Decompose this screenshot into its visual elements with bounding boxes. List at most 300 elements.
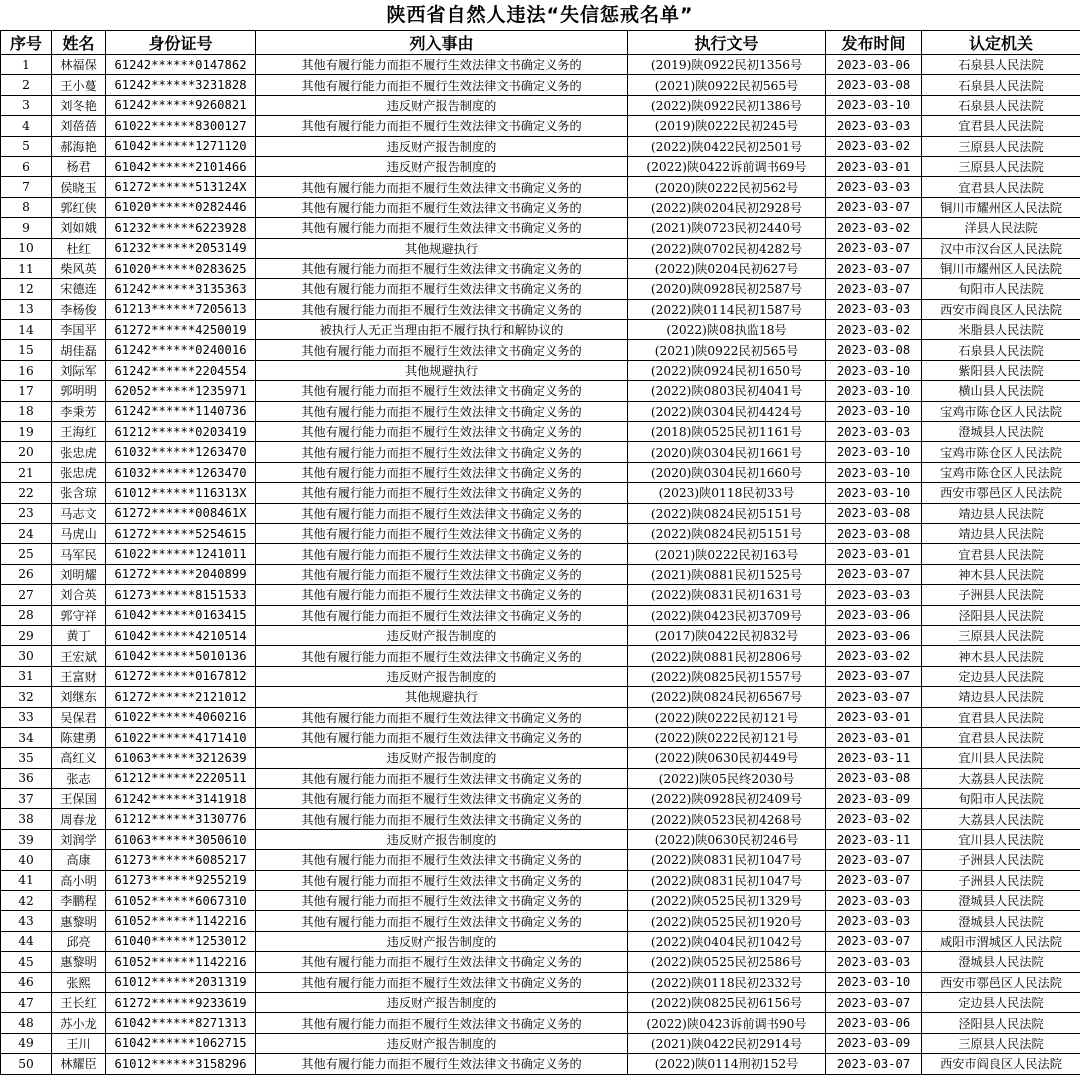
reason-cell: 违反财产报告制度的 [256, 1033, 628, 1053]
header-reason: 列入事由 [256, 31, 628, 55]
document-number-cell: (2022)陕0924民初1650号 [628, 360, 826, 380]
table-row [1, 503, 1080, 523]
name-cell: 刘际军 [52, 360, 106, 380]
id-number-cell: 61242******3135363 [106, 279, 256, 299]
document-number-cell: (2020)陕0928民初2587号 [628, 279, 826, 299]
reason-cell: 其他有履行能力而拒不履行生效法律文书确定义务的 [256, 381, 628, 401]
reason-cell: 其他规避执行 [256, 238, 628, 258]
name-cell: 杨君 [52, 156, 106, 176]
publish-date-cell: 2023-03-10 [826, 972, 922, 992]
document-number-cell: (2022)陕0702民初4282号 [628, 238, 826, 258]
publish-date-cell: 2023-03-07 [826, 870, 922, 890]
table-row [1, 218, 1080, 238]
table-row [1, 75, 1080, 95]
reason-cell: 其他有履行能力而拒不履行生效法律文书确定义务的 [256, 707, 628, 727]
seq-cell: 26 [1, 564, 52, 584]
seq-cell: 10 [1, 238, 52, 258]
seq-cell: 34 [1, 727, 52, 747]
seq-cell: 41 [1, 870, 52, 890]
id-number-cell: 61042******8271313 [106, 1013, 256, 1033]
document-number-cell: (2022)陕0824民初5151号 [628, 523, 826, 543]
name-cell: 高红义 [52, 748, 106, 768]
court-cell: 大荔县人民法院 [922, 768, 1080, 788]
name-cell: 张含琼 [52, 483, 106, 503]
court-cell: 汉中市汉台区人民法院 [922, 238, 1080, 258]
court-cell: 澄城县人民法院 [922, 422, 1080, 442]
table-row [1, 789, 1080, 809]
court-cell: 宝鸡市陈仓区人民法院 [922, 462, 1080, 482]
name-cell: 邱亮 [52, 931, 106, 951]
court-cell: 泾阳县人民法院 [922, 605, 1080, 625]
court-cell: 三原县人民法院 [922, 136, 1080, 156]
name-cell: 胡佳磊 [52, 340, 106, 360]
court-cell: 宜君县人民法院 [922, 177, 1080, 197]
document-number-cell: (2021)陕0422民初2914号 [628, 1033, 826, 1053]
reason-cell: 其他有履行能力而拒不履行生效法律文书确定义务的 [256, 564, 628, 584]
table-row [1, 605, 1080, 625]
table-row [1, 870, 1080, 890]
table-row [1, 401, 1080, 421]
name-cell: 刘明耀 [52, 564, 106, 584]
table-row [1, 972, 1080, 992]
publish-date-cell: 2023-03-01 [826, 544, 922, 564]
table-row [1, 136, 1080, 156]
document-number-cell: (2022)陕0304民初4424号 [628, 401, 826, 421]
name-cell: 张志 [52, 768, 106, 788]
table-row [1, 992, 1080, 1012]
id-number-cell: 61273******8151533 [106, 585, 256, 605]
publish-date-cell: 2023-03-10 [826, 360, 922, 380]
table-row [1, 1013, 1080, 1033]
document-number-cell: (2021)陕0881民初1525号 [628, 564, 826, 584]
document-number-cell: (2022)陕0824民初6567号 [628, 687, 826, 707]
reason-cell: 其他有履行能力而拒不履行生效法律文书确定义务的 [256, 401, 628, 421]
table-row [1, 340, 1080, 360]
table-row [1, 891, 1080, 911]
name-cell: 王保国 [52, 789, 106, 809]
name-cell: 周春龙 [52, 809, 106, 829]
name-cell: 刘合英 [52, 585, 106, 605]
seq-cell: 2 [1, 75, 52, 95]
reason-cell: 其他有履行能力而拒不履行生效法律文书确定义务的 [256, 523, 628, 543]
id-number-cell: 61012******2031319 [106, 972, 256, 992]
table-row [1, 95, 1080, 115]
reason-cell: 其他有履行能力而拒不履行生效法律文书确定义务的 [256, 870, 628, 890]
id-number-cell: 61242******0240016 [106, 340, 256, 360]
header-name: 姓名 [52, 31, 106, 55]
court-cell: 三原县人民法院 [922, 1033, 1080, 1053]
seq-cell: 20 [1, 442, 52, 462]
reason-cell: 违反财产报告制度的 [256, 95, 628, 115]
document-number-cell: (2022)陕0222民初121号 [628, 707, 826, 727]
court-cell: 铜川市耀州区人民法院 [922, 258, 1080, 278]
name-cell: 刘冬艳 [52, 95, 106, 115]
reason-cell: 其他有履行能力而拒不履行生效法律文书确定义务的 [256, 891, 628, 911]
id-number-cell: 61042******1271120 [106, 136, 256, 156]
seq-cell: 31 [1, 666, 52, 686]
seq-cell: 16 [1, 360, 52, 380]
id-number-cell: 61242******9260821 [106, 95, 256, 115]
publish-date-cell: 2023-03-01 [826, 727, 922, 747]
name-cell: 陈建勇 [52, 727, 106, 747]
table-row [1, 646, 1080, 666]
publish-date-cell: 2023-03-07 [826, 687, 922, 707]
document-number-cell: (2017)陕0422民初832号 [628, 625, 826, 645]
publish-date-cell: 2023-03-10 [826, 462, 922, 482]
table-row [1, 422, 1080, 442]
seq-cell: 4 [1, 116, 52, 136]
publish-date-cell: 2023-03-07 [826, 850, 922, 870]
name-cell: 林福保 [52, 55, 106, 75]
name-cell: 高康 [52, 850, 106, 870]
name-cell: 宋德连 [52, 279, 106, 299]
seq-cell: 37 [1, 789, 52, 809]
reason-cell: 其他有履行能力而拒不履行生效法律文书确定义务的 [256, 177, 628, 197]
publish-date-cell: 2023-03-03 [826, 422, 922, 442]
reason-cell: 其他有履行能力而拒不履行生效法律文书确定义务的 [256, 1013, 628, 1033]
seq-cell: 21 [1, 462, 52, 482]
id-number-cell: 61273******9255219 [106, 870, 256, 890]
id-number-cell: 61232******6223928 [106, 218, 256, 238]
document-number-cell: (2022)陕0404民初1042号 [628, 931, 826, 951]
court-cell: 宜君县人民法院 [922, 707, 1080, 727]
document-number-cell: (2021)陕0922民初565号 [628, 75, 826, 95]
reason-cell: 其他有履行能力而拒不履行生效法律文书确定义务的 [256, 585, 628, 605]
id-number-cell: 61012******116313X [106, 483, 256, 503]
court-cell: 靖边县人民法院 [922, 687, 1080, 707]
name-cell: 柴风英 [52, 258, 106, 278]
court-cell: 三原县人民法院 [922, 156, 1080, 176]
court-cell: 西安市阎良区人民法院 [922, 1054, 1080, 1074]
document-number-cell: (2022)陕0803民初4041号 [628, 381, 826, 401]
reason-cell: 其他有履行能力而拒不履行生效法律文书确定义务的 [256, 646, 628, 666]
publish-date-cell: 2023-03-11 [826, 829, 922, 849]
name-cell: 黄丁 [52, 625, 106, 645]
reason-cell: 其他有履行能力而拒不履行生效法律文书确定义务的 [256, 544, 628, 564]
id-number-cell: 61273******6085217 [106, 850, 256, 870]
publish-date-cell: 2023-03-03 [826, 116, 922, 136]
court-cell: 大荔县人民法院 [922, 809, 1080, 829]
reason-cell: 违反财产报告制度的 [256, 829, 628, 849]
table-row [1, 156, 1080, 176]
table-row [1, 116, 1080, 136]
name-cell: 苏小龙 [52, 1013, 106, 1033]
court-cell: 米脂县人民法院 [922, 320, 1080, 340]
publish-date-cell: 2023-03-07 [826, 992, 922, 1012]
document-number-cell: (2022)陕0825民初6156号 [628, 992, 826, 1012]
name-cell: 刘继东 [52, 687, 106, 707]
reason-cell: 违反财产报告制度的 [256, 156, 628, 176]
name-cell: 李鹏程 [52, 891, 106, 911]
id-number-cell: 61242******1140736 [106, 401, 256, 421]
id-number-cell: 61020******0283625 [106, 258, 256, 278]
seq-cell: 39 [1, 829, 52, 849]
court-cell: 旬阳市人民法院 [922, 789, 1080, 809]
reason-cell: 其他有履行能力而拒不履行生效法律文书确定义务的 [256, 952, 628, 972]
document-number-cell: (2019)陕0222民初245号 [628, 116, 826, 136]
id-number-cell: 61042******5010136 [106, 646, 256, 666]
seq-cell: 17 [1, 381, 52, 401]
reason-cell: 违反财产报告制度的 [256, 666, 628, 686]
court-cell: 宝鸡市陈仓区人民法院 [922, 442, 1080, 462]
table-row [1, 320, 1080, 340]
reason-cell: 其他有履行能力而拒不履行生效法律文书确定义务的 [256, 55, 628, 75]
reason-cell: 其他有履行能力而拒不履行生效法律文书确定义务的 [256, 727, 628, 747]
seq-cell: 6 [1, 156, 52, 176]
seq-cell: 22 [1, 483, 52, 503]
reason-cell: 违反财产报告制度的 [256, 748, 628, 768]
seq-cell: 43 [1, 911, 52, 931]
publish-date-cell: 2023-03-07 [826, 279, 922, 299]
id-number-cell: 61063******3050610 [106, 829, 256, 849]
name-cell: 张熙 [52, 972, 106, 992]
document-number-cell: (2022)陕0423诉前调书90号 [628, 1013, 826, 1033]
publish-date-cell: 2023-03-03 [826, 952, 922, 972]
seq-cell: 40 [1, 850, 52, 870]
document-number-cell: (2022)陕0831民初1047号 [628, 850, 826, 870]
publish-date-cell: 2023-03-09 [826, 1033, 922, 1053]
document-number-cell: (2019)陕0922民初1356号 [628, 55, 826, 75]
table-row [1, 55, 1080, 75]
publish-date-cell: 2023-03-08 [826, 340, 922, 360]
table-row [1, 381, 1080, 401]
header-row [1, 31, 1080, 55]
id-number-cell: 61063******3212639 [106, 748, 256, 768]
seq-cell: 47 [1, 992, 52, 1012]
court-cell: 三原县人民法院 [922, 625, 1080, 645]
id-number-cell: 61042******2101466 [106, 156, 256, 176]
seq-cell: 24 [1, 523, 52, 543]
publish-date-cell: 2023-03-07 [826, 931, 922, 951]
publish-date-cell: 2023-03-08 [826, 523, 922, 543]
table-row [1, 197, 1080, 217]
table-row [1, 748, 1080, 768]
id-number-cell: 61052******6067310 [106, 891, 256, 911]
court-cell: 宜君县人民法院 [922, 544, 1080, 564]
seq-cell: 23 [1, 503, 52, 523]
court-cell: 子洲县人民法院 [922, 585, 1080, 605]
court-cell: 子洲县人民法院 [922, 870, 1080, 890]
table-row [1, 279, 1080, 299]
reason-cell: 其他有履行能力而拒不履行生效法律文书确定义务的 [256, 422, 628, 442]
court-cell: 洋县人民法院 [922, 218, 1080, 238]
document-number-cell: (2022)陕0204民初627号 [628, 258, 826, 278]
name-cell: 林耀臣 [52, 1054, 106, 1074]
table-row [1, 768, 1080, 788]
document-number-cell: (2021)陕0723民初2440号 [628, 218, 826, 238]
name-cell: 马虎山 [52, 523, 106, 543]
reason-cell: 其他有履行能力而拒不履行生效法律文书确定义务的 [256, 789, 628, 809]
reason-cell: 其他规避执行 [256, 360, 628, 380]
document-number-cell: (2022)陕0881民初2806号 [628, 646, 826, 666]
id-number-cell: 61040******1253012 [106, 931, 256, 951]
reason-cell: 其他有履行能力而拒不履行生效法律文书确定义务的 [256, 605, 628, 625]
court-cell: 靖边县人民法院 [922, 503, 1080, 523]
publish-date-cell: 2023-03-07 [826, 666, 922, 686]
name-cell: 刘蓓蓓 [52, 116, 106, 136]
reason-cell: 其他规避执行 [256, 687, 628, 707]
court-cell: 紫阳县人民法院 [922, 360, 1080, 380]
name-cell: 王川 [52, 1033, 106, 1053]
reason-cell: 其他有履行能力而拒不履行生效法律文书确定义务的 [256, 258, 628, 278]
reason-cell: 其他有履行能力而拒不履行生效法律文书确定义务的 [256, 75, 628, 95]
document-number-cell: (2022)陕0824民初5151号 [628, 503, 826, 523]
header-court: 认定机关 [922, 31, 1080, 55]
id-number-cell: 61052******1142216 [106, 952, 256, 972]
publish-date-cell: 2023-03-01 [826, 707, 922, 727]
publish-date-cell: 2023-03-02 [826, 320, 922, 340]
name-cell: 惠黎明 [52, 952, 106, 972]
name-cell: 郝海艳 [52, 136, 106, 156]
publish-date-cell: 2023-03-01 [826, 156, 922, 176]
name-cell: 王海红 [52, 422, 106, 442]
table-row [1, 544, 1080, 564]
reason-cell: 违反财产报告制度的 [256, 136, 628, 156]
reason-cell: 违反财产报告制度的 [256, 931, 628, 951]
reason-cell: 被执行人无正当理由拒不履行执行和解协议的 [256, 320, 628, 340]
table-row [1, 687, 1080, 707]
id-number-cell: 61020******0282446 [106, 197, 256, 217]
publish-date-cell: 2023-03-07 [826, 1054, 922, 1074]
court-cell: 泾阳县人民法院 [922, 1013, 1080, 1033]
publish-date-cell: 2023-03-07 [826, 258, 922, 278]
publish-date-cell: 2023-03-06 [826, 55, 922, 75]
document-number-cell: (2022)陕0222民初121号 [628, 727, 826, 747]
table-row [1, 360, 1080, 380]
reason-cell: 其他有履行能力而拒不履行生效法律文书确定义务的 [256, 340, 628, 360]
document-number-cell: (2022)陕0422民初2501号 [628, 136, 826, 156]
reason-cell: 其他有履行能力而拒不履行生效法律文书确定义务的 [256, 503, 628, 523]
name-cell: 杜红 [52, 238, 106, 258]
reason-cell: 违反财产报告制度的 [256, 992, 628, 1012]
publish-date-cell: 2023-03-10 [826, 381, 922, 401]
name-cell: 张忠虎 [52, 462, 106, 482]
publish-date-cell: 2023-03-10 [826, 401, 922, 421]
table-row [1, 850, 1080, 870]
seq-cell: 48 [1, 1013, 52, 1033]
publish-date-cell: 2023-03-06 [826, 1013, 922, 1033]
id-number-cell: 61212******2220511 [106, 768, 256, 788]
seq-cell: 49 [1, 1033, 52, 1053]
seq-cell: 19 [1, 422, 52, 442]
publish-date-cell: 2023-03-09 [826, 789, 922, 809]
id-number-cell: 61242******0147862 [106, 55, 256, 75]
table-row [1, 707, 1080, 727]
court-cell: 神木县人民法院 [922, 564, 1080, 584]
name-cell: 马军民 [52, 544, 106, 564]
court-cell: 旬阳市人民法院 [922, 279, 1080, 299]
court-cell: 铜川市耀州区人民法院 [922, 197, 1080, 217]
name-cell: 王长红 [52, 992, 106, 1012]
document-number-cell: (2022)陕0118民初2332号 [628, 972, 826, 992]
name-cell: 李秉芳 [52, 401, 106, 421]
seq-cell: 5 [1, 136, 52, 156]
court-cell: 定边县人民法院 [922, 666, 1080, 686]
header-doc: 执行文号 [628, 31, 826, 55]
seq-cell: 14 [1, 320, 52, 340]
publish-date-cell: 2023-03-03 [826, 299, 922, 319]
publish-date-cell: 2023-03-06 [826, 605, 922, 625]
name-cell: 张忠虎 [52, 442, 106, 462]
id-number-cell: 61032******1263470 [106, 462, 256, 482]
table-row [1, 564, 1080, 584]
reason-cell: 其他有履行能力而拒不履行生效法律文书确定义务的 [256, 218, 628, 238]
table-row [1, 911, 1080, 931]
seq-cell: 11 [1, 258, 52, 278]
publish-date-cell: 2023-03-08 [826, 503, 922, 523]
table-row [1, 258, 1080, 278]
document-number-cell: (2023)陕0118民初33号 [628, 483, 826, 503]
seq-cell: 30 [1, 646, 52, 666]
name-cell: 王小蔓 [52, 75, 106, 95]
blacklist-table [0, 30, 1080, 1075]
id-number-cell: 61272******5254615 [106, 523, 256, 543]
reason-cell: 其他有履行能力而拒不履行生效法律文书确定义务的 [256, 972, 628, 992]
table-row [1, 727, 1080, 747]
document-number-cell: (2020)陕0304民初1661号 [628, 442, 826, 462]
court-cell: 宜川县人民法院 [922, 829, 1080, 849]
publish-date-cell: 2023-03-08 [826, 75, 922, 95]
table-row [1, 462, 1080, 482]
seq-cell: 12 [1, 279, 52, 299]
court-cell: 定边县人民法院 [922, 992, 1080, 1012]
id-number-cell: 61022******4060216 [106, 707, 256, 727]
publish-date-cell: 2023-03-11 [826, 748, 922, 768]
name-cell: 郭明明 [52, 381, 106, 401]
seq-cell: 46 [1, 972, 52, 992]
reason-cell: 其他有履行能力而拒不履行生效法律文书确定义务的 [256, 809, 628, 829]
name-cell: 李杨俊 [52, 299, 106, 319]
court-cell: 子洲县人民法院 [922, 850, 1080, 870]
document-number-cell: (2020)陕0304民初1660号 [628, 462, 826, 482]
publish-date-cell: 2023-03-10 [826, 442, 922, 462]
court-cell: 宜君县人民法院 [922, 727, 1080, 747]
reason-cell: 其他有履行能力而拒不履行生效法律文书确定义务的 [256, 197, 628, 217]
publish-date-cell: 2023-03-08 [826, 768, 922, 788]
name-cell: 高小明 [52, 870, 106, 890]
table-row [1, 483, 1080, 503]
publish-date-cell: 2023-03-03 [826, 891, 922, 911]
table-row [1, 666, 1080, 686]
document-number-cell: (2022)陕08执监18号 [628, 320, 826, 340]
name-cell: 郭红侠 [52, 197, 106, 217]
court-cell: 咸阳市渭城区人民法院 [922, 931, 1080, 951]
publish-date-cell: 2023-03-03 [826, 177, 922, 197]
document-number-cell: (2022)陕0423民初3709号 [628, 605, 826, 625]
court-cell: 靖边县人民法院 [922, 523, 1080, 543]
document-number-cell: (2022)陕0422诉前调书69号 [628, 156, 826, 176]
id-number-cell: 61242******3231828 [106, 75, 256, 95]
seq-cell: 29 [1, 625, 52, 645]
seq-cell: 13 [1, 299, 52, 319]
court-cell: 西安市鄠邑区人民法院 [922, 972, 1080, 992]
publish-date-cell: 2023-03-02 [826, 136, 922, 156]
id-number-cell: 61272******2121012 [106, 687, 256, 707]
reason-cell: 其他有履行能力而拒不履行生效法律文书确定义务的 [256, 279, 628, 299]
table-row [1, 829, 1080, 849]
id-number-cell: 61242******3141918 [106, 789, 256, 809]
document-number-cell: (2022)陕0922民初1386号 [628, 95, 826, 115]
name-cell: 吴保君 [52, 707, 106, 727]
court-cell: 西安市阎良区人民法院 [922, 299, 1080, 319]
seq-cell: 1 [1, 55, 52, 75]
header-id: 身份证号 [106, 31, 256, 55]
document-number-cell: (2022)陕0114民初1587号 [628, 299, 826, 319]
name-cell: 郭守祥 [52, 605, 106, 625]
id-number-cell: 61052******1142216 [106, 911, 256, 931]
document-number-cell: (2022)陕0523民初4268号 [628, 809, 826, 829]
seq-cell: 18 [1, 401, 52, 421]
